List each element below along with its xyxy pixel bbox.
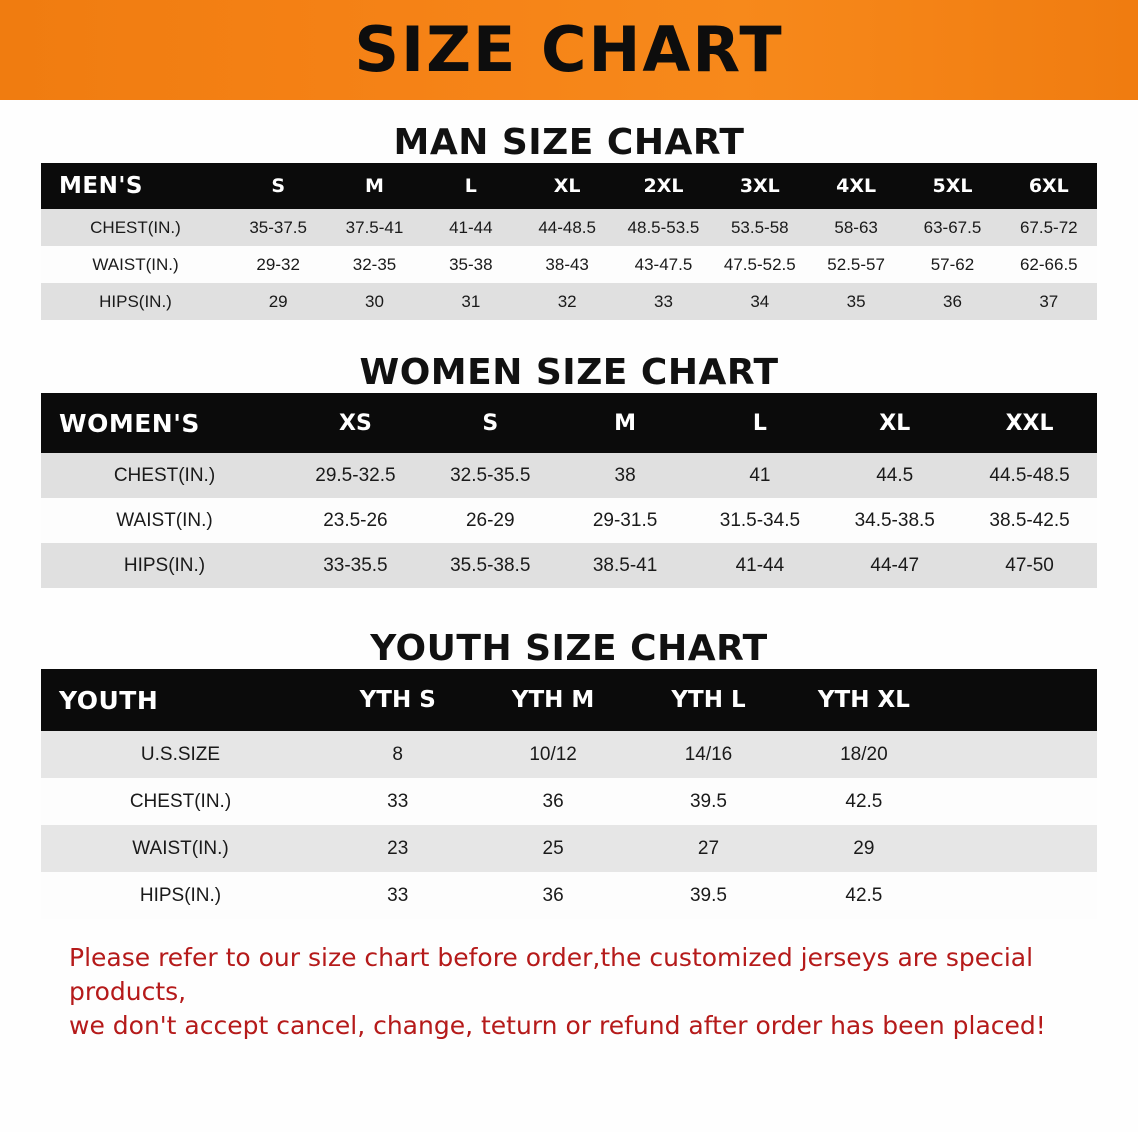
women-row-0-cell-5: 44.5-48.5 (962, 453, 1097, 498)
youth-table-header (41, 669, 1097, 731)
youth-header-col-2: YTH L (631, 669, 786, 731)
order-policy-note-line-1: Please refer to our size chart before order,the customized jerseys are special products, (69, 943, 1034, 1006)
men-row-0-cell-5: 53.5-58 (712, 209, 808, 246)
women-header-col-3: L (692, 393, 827, 453)
men-header-col-7: 5XL (904, 163, 1000, 209)
table-row (41, 246, 1097, 283)
youth-row-2-cell-2: 27 (631, 825, 786, 872)
men-table-body (41, 209, 1097, 320)
women-row-1-cell-3: 31.5-34.5 (692, 498, 827, 543)
women-table-wrapper (41, 393, 1097, 588)
men-row-1-cell-7: 57-62 (904, 246, 1000, 283)
youth-header-col-0: YTH S (320, 669, 475, 731)
table-row (41, 778, 1097, 825)
men-row-1-cell-5: 47.5-52.5 (712, 246, 808, 283)
men-header-col-1: M (326, 163, 422, 209)
men-row-1-cell-4: 43-47.5 (615, 246, 711, 283)
women-row-0-label: CHEST(IN.) (41, 453, 288, 498)
youth-header-corner: YOUTH (41, 669, 320, 731)
men-row-2-cell-1: 30 (326, 283, 422, 320)
youth-row-0-cell-0: 8 (320, 731, 475, 778)
women-size-table (41, 393, 1097, 588)
women-header-col-1: S (423, 393, 558, 453)
women-header-corner: WOMEN'S (41, 393, 288, 453)
youth-row-0-cell-3: 18/20 (786, 731, 941, 778)
men-row-2-cell-0: 29 (230, 283, 326, 320)
men-header-col-4: 2XL (615, 163, 711, 209)
men-row-1-cell-3: 38-43 (519, 246, 615, 283)
banner-title: SIZE CHART (354, 13, 784, 86)
men-header-col-2: L (423, 163, 519, 209)
men-row-1-cell-8: 62-66.5 (1001, 246, 1097, 283)
youth-row-3-cell-3: 42.5 (786, 872, 941, 919)
women-row-1-cell-1: 26-29 (423, 498, 558, 543)
women-row-2-cell-5: 47-50 (962, 543, 1097, 588)
men-row-1-cell-6: 52.5-57 (808, 246, 904, 283)
women-row-1-cell-5: 38.5-42.5 (962, 498, 1097, 543)
women-header-col-0: XS (288, 393, 423, 453)
men-header-col-5: 3XL (712, 163, 808, 209)
men-row-1-label: WAIST(IN.) (41, 246, 230, 283)
men-header-col-8: 6XL (1001, 163, 1097, 209)
order-policy-note-line-2: we don't accept cancel, change, teturn or refund after order has been placed! (69, 1010, 1046, 1040)
youth-row-2-cell-3: 29 (786, 825, 941, 872)
men-row-2-cell-6: 35 (808, 283, 904, 320)
women-section-title: WOMEN SIZE CHART (359, 352, 779, 393)
man-section-title: MAN SIZE CHART (393, 122, 745, 163)
table-header-row (41, 163, 1097, 209)
men-header-col-0: S (230, 163, 326, 209)
youth-table-wrapper (41, 669, 1097, 919)
men-row-2-label: HIPS(IN.) (41, 283, 230, 320)
men-row-0-cell-4: 48.5-53.5 (615, 209, 711, 246)
youth-row-1-cell-1: 36 (475, 778, 630, 825)
women-row-2-cell-3: 41-44 (692, 543, 827, 588)
table-header-row (41, 669, 1097, 731)
youth-row-3-cell-0: 33 (320, 872, 475, 919)
women-row-0-cell-3: 41 (692, 453, 827, 498)
youth-row-2-cell-0: 23 (320, 825, 475, 872)
youth-row-0-cell-2: 14/16 (631, 731, 786, 778)
table-row (41, 543, 1097, 588)
women-row-1-cell-4: 34.5-38.5 (827, 498, 962, 543)
youth-row-3-cell-spacer (942, 872, 1097, 919)
women-row-2-label: HIPS(IN.) (41, 543, 288, 588)
women-header-col-2: M (558, 393, 693, 453)
youth-row-3-cell-2: 39.5 (631, 872, 786, 919)
table-row (41, 453, 1097, 498)
men-row-0-cell-7: 63-67.5 (904, 209, 1000, 246)
banner (0, 0, 1138, 100)
men-row-0-cell-8: 67.5-72 (1001, 209, 1097, 246)
youth-size-table (41, 669, 1097, 919)
women-header-col-5: XXL (962, 393, 1097, 453)
youth-row-1-cell-spacer (942, 778, 1097, 825)
men-row-2-cell-2: 31 (423, 283, 519, 320)
men-row-0-cell-0: 35-37.5 (230, 209, 326, 246)
man-table-wrapper (41, 163, 1097, 320)
youth-row-1-cell-3: 42.5 (786, 778, 941, 825)
men-row-2-cell-4: 33 (615, 283, 711, 320)
women-header-col-4: XL (827, 393, 962, 453)
order-policy-note (69, 941, 1069, 1042)
women-row-2-cell-4: 44-47 (827, 543, 962, 588)
men-row-0-cell-1: 37.5-41 (326, 209, 422, 246)
men-row-1-cell-0: 29-32 (230, 246, 326, 283)
youth-row-1-cell-2: 39.5 (631, 778, 786, 825)
women-row-0-cell-0: 29.5-32.5 (288, 453, 423, 498)
youth-header-col-spacer (942, 669, 1097, 731)
men-size-table (41, 163, 1097, 320)
men-row-2-cell-7: 36 (904, 283, 1000, 320)
men-row-0-cell-3: 44-48.5 (519, 209, 615, 246)
table-row (41, 283, 1097, 320)
women-row-2-cell-1: 35.5-38.5 (423, 543, 558, 588)
men-row-1-cell-2: 35-38 (423, 246, 519, 283)
youth-section-title: YOUTH SIZE CHART (370, 628, 768, 669)
youth-header-col-1: YTH M (475, 669, 630, 731)
women-row-0-cell-4: 44.5 (827, 453, 962, 498)
women-row-0-cell-2: 38 (558, 453, 693, 498)
youth-row-2-cell-1: 25 (475, 825, 630, 872)
youth-row-2-cell-spacer (942, 825, 1097, 872)
table-header-row (41, 393, 1097, 453)
men-row-0-cell-2: 41-44 (423, 209, 519, 246)
men-header-corner: MEN'S (41, 163, 230, 209)
youth-row-3-cell-1: 36 (475, 872, 630, 919)
women-row-1-cell-2: 29-31.5 (558, 498, 693, 543)
women-table-header (41, 393, 1097, 453)
youth-row-0-cell-spacer (942, 731, 1097, 778)
table-row (41, 498, 1097, 543)
men-header-col-6: 4XL (808, 163, 904, 209)
youth-row-3-label: HIPS(IN.) (41, 872, 320, 919)
youth-row-1-label: CHEST(IN.) (41, 778, 320, 825)
women-table-body (41, 453, 1097, 588)
women-row-2-cell-0: 33-35.5 (288, 543, 423, 588)
women-row-1-label: WAIST(IN.) (41, 498, 288, 543)
youth-row-1-cell-0: 33 (320, 778, 475, 825)
men-row-1-cell-1: 32-35 (326, 246, 422, 283)
youth-table-body (41, 731, 1097, 919)
men-row-2-cell-3: 32 (519, 283, 615, 320)
women-row-1-cell-0: 23.5-26 (288, 498, 423, 543)
youth-row-0-label: U.S.SIZE (41, 731, 320, 778)
youth-row-0-cell-1: 10/12 (475, 731, 630, 778)
table-row (41, 731, 1097, 778)
youth-row-2-label: WAIST(IN.) (41, 825, 320, 872)
men-row-0-label: CHEST(IN.) (41, 209, 230, 246)
men-table-header (41, 163, 1097, 209)
women-row-2-cell-2: 38.5-41 (558, 543, 693, 588)
men-header-col-3: XL (519, 163, 615, 209)
men-row-2-cell-5: 34 (712, 283, 808, 320)
men-row-2-cell-8: 37 (1001, 283, 1097, 320)
men-row-0-cell-6: 58-63 (808, 209, 904, 246)
youth-header-col-3: YTH XL (786, 669, 941, 731)
table-row (41, 872, 1097, 919)
table-row (41, 825, 1097, 872)
table-row (41, 209, 1097, 246)
women-row-0-cell-1: 32.5-35.5 (423, 453, 558, 498)
